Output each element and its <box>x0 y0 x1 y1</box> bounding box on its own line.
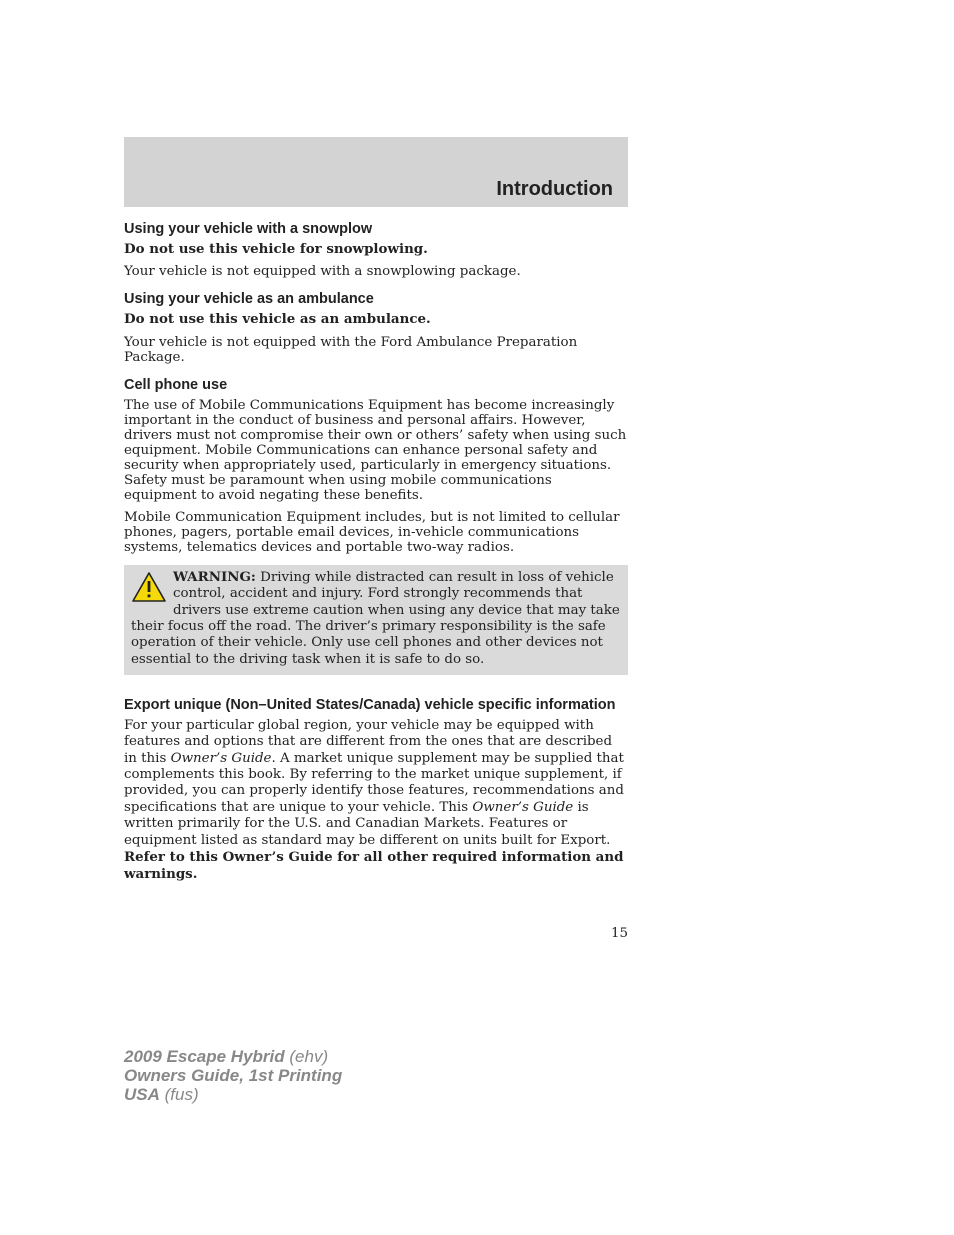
warning-text <box>131 569 620 668</box>
footer-line-1 <box>124 1047 342 1066</box>
body-text: Your vehicle is not equipped with a snowplowing package. <box>124 264 521 280</box>
body-text: Mobile Communication Equipment includes, but is not limited to cellular phones, pagers, portable email devices, in-vehicle communications systems, telematics devices and portable two-way radios. <box>124 510 620 556</box>
header-band <box>124 137 628 207</box>
section-cellphone <box>124 377 628 675</box>
text-run: . A market unique supplement may be supplied that complements this book. By referring to the market unique supplement, if provided, you can properly identify those features, recommendations and specifications that are unique to your vehicle. This <box>124 750 624 815</box>
text-run: For your particular global region, your vehicle may be equipped with features and options that are different from the ones that are described in this <box>124 717 613 766</box>
bold-notice: Do not use this vehicle for snowplowing. <box>124 241 428 257</box>
warning-label: WARNING: <box>173 569 256 586</box>
section-heading: Export unique (Non–United States/Canada) vehicle specific information <box>124 696 616 713</box>
italic-run: Owner’s Guide <box>472 799 574 815</box>
body-text: The use of Mobile Communications Equipment has become increasingly important in the conduct of business and personal affairs. However, drivers must not compromise their own or others’ safety when using such equipment. Mobile Communications can enhance personal safety and security when appropriately used, particularly in emergency situations. Safety must be paramount when using mobile communications equipment to avoid negating these benefits. <box>124 398 627 504</box>
footer-model: 2009 Escape Hybrid <box>124 1047 285 1066</box>
footer-line-2: Owners Guide, 1st Printing <box>124 1066 343 1085</box>
section-snowplow <box>124 221 628 279</box>
section-ambulance <box>124 291 628 365</box>
page-title: Introduction <box>496 178 613 200</box>
warning-body: Driving while distracted can result in loss of vehicle control, accident and injury. Ford strongly recommends that drivers use extreme caution when using any device that may take their focus off the road. The driver’s primary responsibility is the safe operation of their vehicle. Only use cell phones and other devices not essential to the driving task when it is safe to do so. <box>131 570 620 667</box>
footer-market: USA <box>124 1085 160 1104</box>
italic-run: Owner’s Guide <box>170 750 272 766</box>
page-content <box>124 221 628 896</box>
section-heading: Cell phone use <box>124 377 228 394</box>
body-text <box>124 718 628 884</box>
footer <box>124 1047 342 1104</box>
page-number: 15 <box>610 926 628 941</box>
body-text: Your vehicle is not equipped with the Ford Ambulance Preparation Package. <box>124 334 578 365</box>
section-export <box>124 697 628 884</box>
text-run: is written primarily for the U.S. and Canadian Markets. Features or equipment listed as standard may be different on units built for Export. <box>124 799 611 848</box>
footer-model-code: (ehv) <box>284 1047 329 1066</box>
footer-market-code: (fus) <box>159 1085 199 1104</box>
warning-box <box>124 565 628 675</box>
bold-notice: Do not use this vehicle as an ambulance. <box>124 311 431 328</box>
footer-line-3 <box>124 1085 342 1104</box>
section-heading: Using your vehicle as an ambulance <box>124 291 374 308</box>
section-heading: Using your vehicle with a snowplow <box>124 221 373 237</box>
warning-triangle-icon <box>131 571 167 603</box>
bold-run: Refer to this Owner’s Guide for all other required information and warnings. <box>124 849 624 883</box>
